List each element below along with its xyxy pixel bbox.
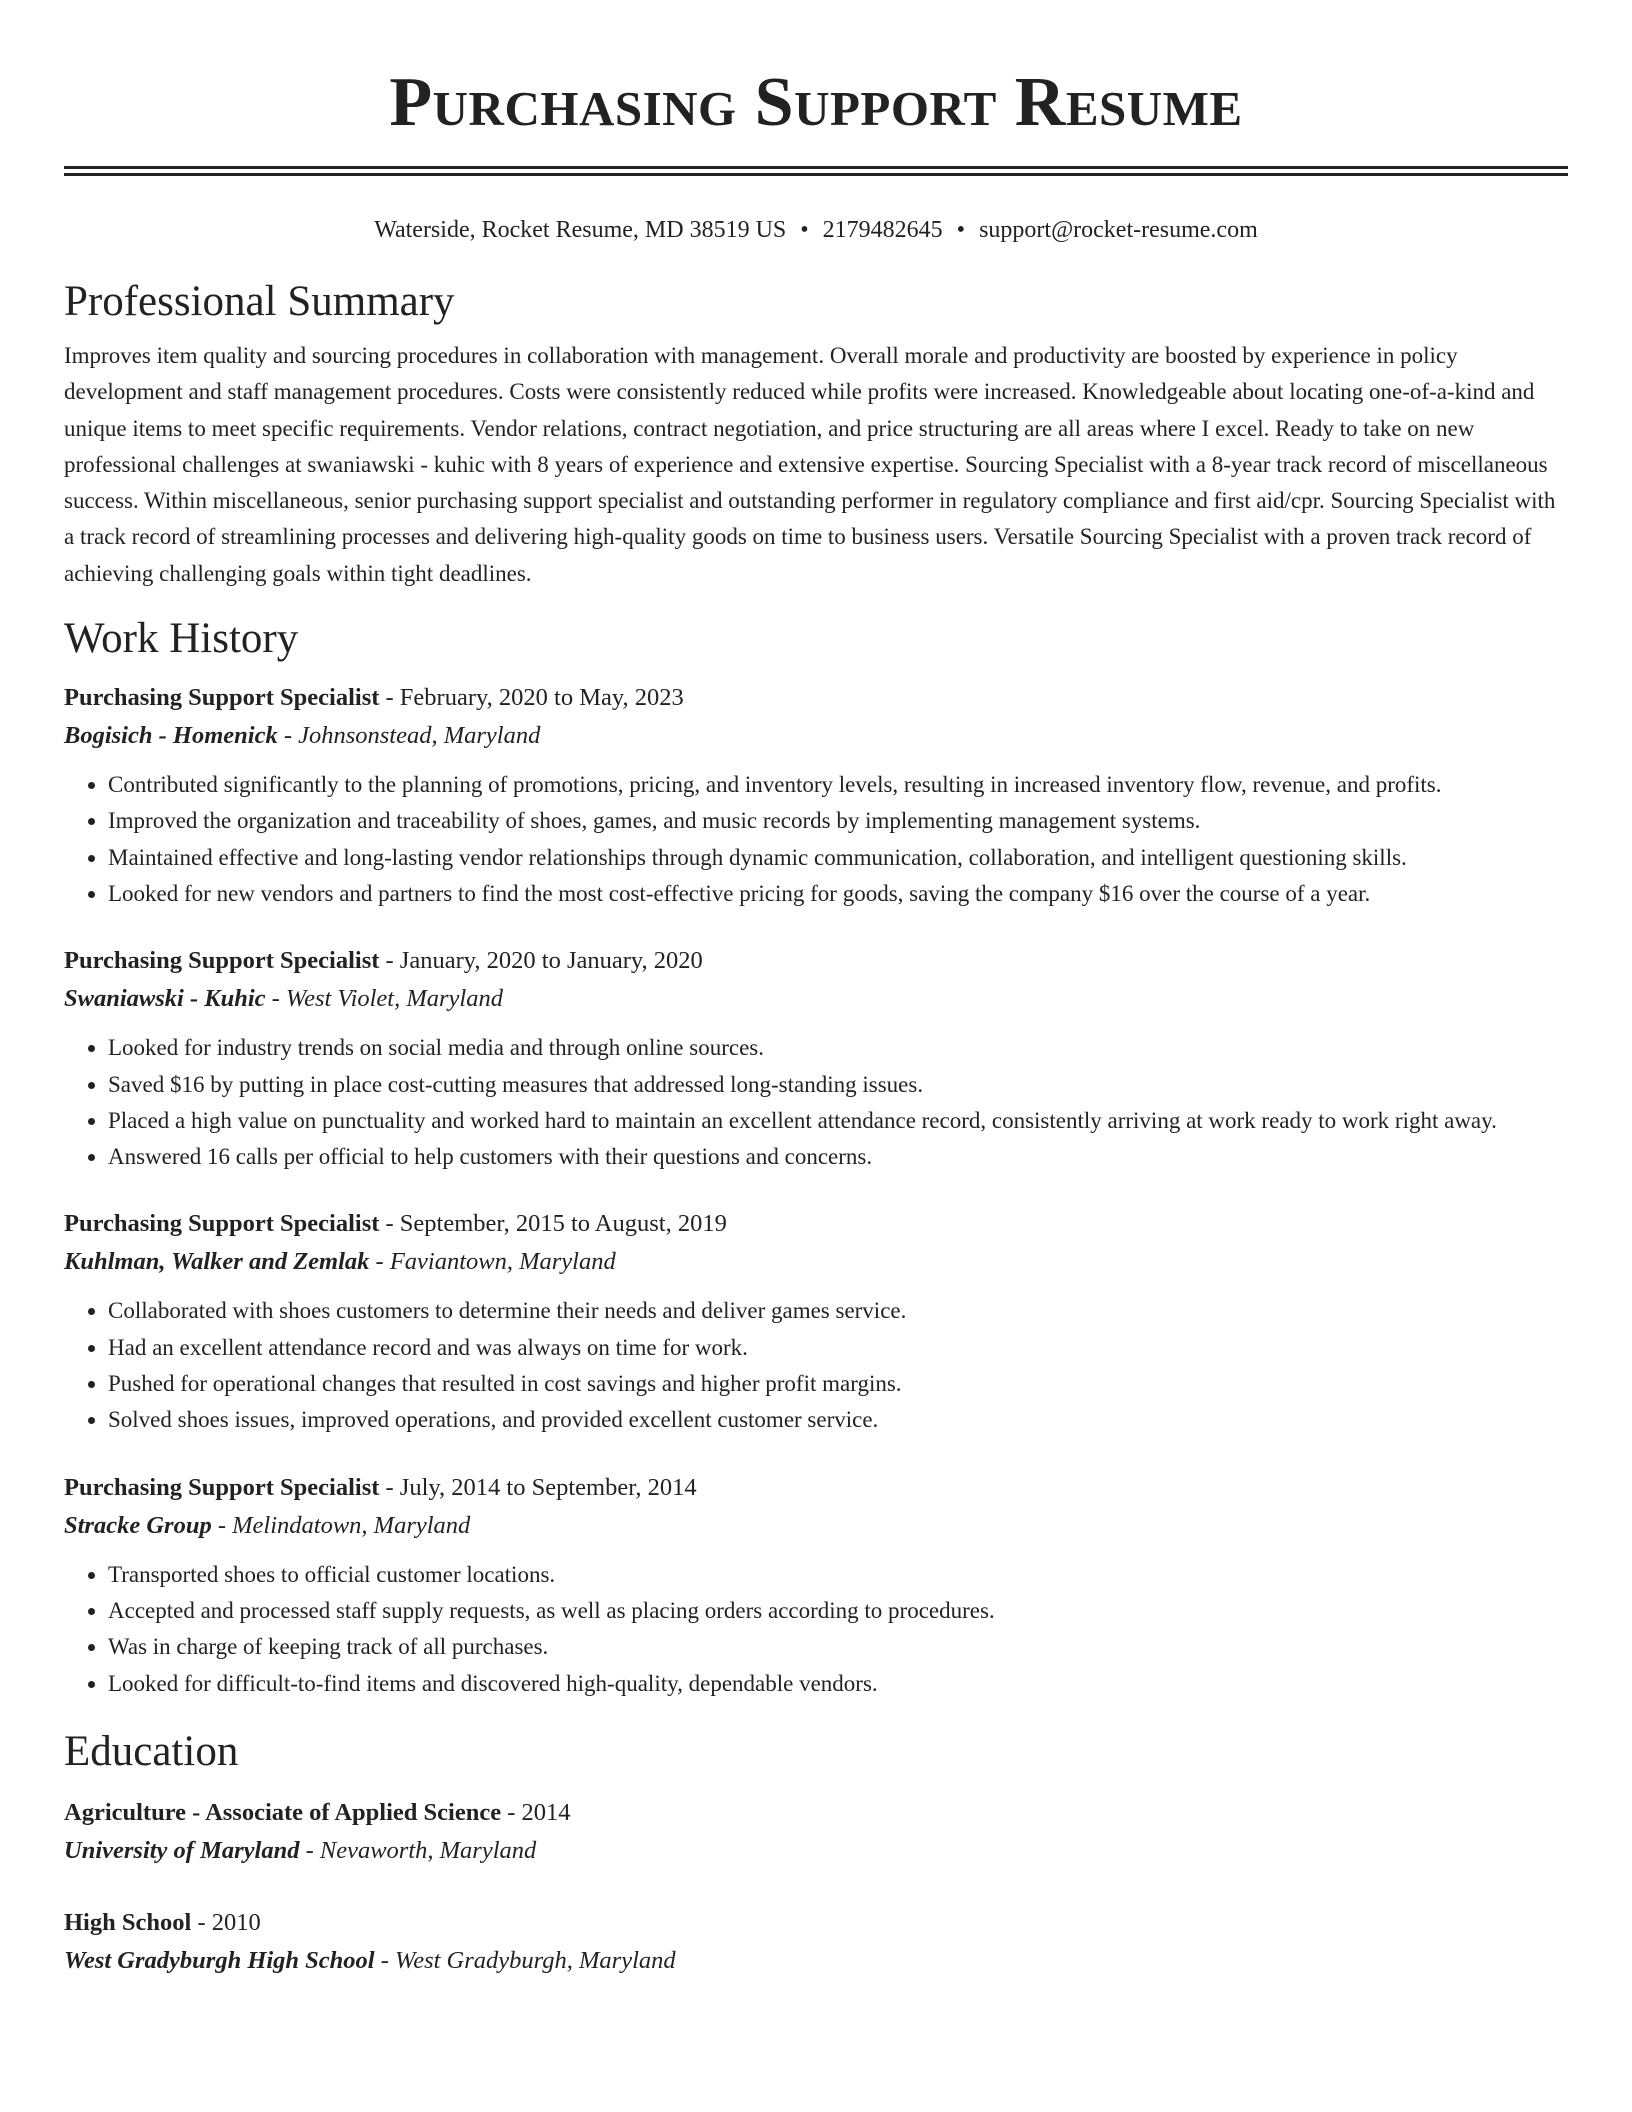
job-entry: [64, 1205, 1568, 1438]
job-bullets: [64, 1557, 1568, 1702]
employer-line: [64, 980, 1568, 1018]
job-title-line: [64, 1469, 1568, 1507]
employer-name: Stracke Group: [64, 1511, 212, 1539]
job-entry: [64, 1469, 1568, 1702]
job-bullet: • Was in charge of keeping track of all purchases.: [108, 1629, 1568, 1665]
contact-address: Waterside, Rocket Resume, MD 38519 US: [374, 217, 787, 243]
employer-name: Swaniawski - Kuhic: [64, 985, 266, 1013]
job-bullet: • Improved the organization and traceability of shoes, games, and music records by implementing management systems.: [108, 803, 1568, 839]
job-title: Purchasing Support Specialist: [64, 684, 380, 712]
education-heading: Education: [64, 1727, 239, 1775]
contact-phone: 2179482645: [822, 217, 943, 243]
job-bullet: • Collaborated with shoes customers to determine their needs and deliver games service.: [108, 1293, 1568, 1329]
job-bullets: [64, 767, 1568, 912]
school-line: [64, 1832, 1568, 1870]
job-entry: [64, 942, 1568, 1175]
school-line: [64, 1942, 1568, 1980]
job-bullet: • Maintained effective and long-lasting vendor relationships through dynamic communication, collaboration, and intelligent questioning skills.: [108, 840, 1568, 876]
work-history-heading: Work History: [64, 615, 299, 663]
school-name: University of Maryland: [64, 1836, 300, 1864]
job-bullet: • Answered 16 calls per official to help customers with their questions and concerns.: [108, 1139, 1568, 1175]
school-location: - West Gradyburgh, Maryland: [374, 1946, 676, 1974]
degree-name: High School: [64, 1908, 192, 1936]
contact-separator: •: [956, 217, 966, 243]
employer-location: - West Violet, Maryland: [265, 985, 503, 1013]
job-title: Purchasing Support Specialist: [64, 1210, 380, 1238]
employer-location: - Johnsonstead, Maryland: [277, 722, 541, 750]
job-title: Purchasing Support Specialist: [64, 947, 380, 975]
job-bullet: • Placed a high value on punctuality and worked hard to maintain an excellent attendance record, consistently arriving at work ready to work right away.: [108, 1103, 1568, 1139]
degree-name: Agriculture - Associate of Applied Science: [64, 1798, 502, 1826]
job-bullet: • Saved $16 by putting in place cost-cutting measures that addressed long-standing issues.: [108, 1067, 1568, 1103]
job-dates: - January, 2020 to January, 2020: [379, 947, 703, 975]
resume-title: Purchasing Support Resume: [389, 64, 1243, 141]
school-name: West Gradyburgh High School: [64, 1946, 375, 1974]
job-bullet: • Transported shoes to official customer locations.: [108, 1557, 1568, 1593]
degree-line: [64, 1794, 1568, 1832]
employer-location: - Melindatown, Maryland: [211, 1511, 471, 1539]
education-entry: [64, 1794, 1568, 1870]
degree-year: - 2014: [501, 1798, 571, 1826]
employer-location: - Faviantown, Maryland: [369, 1248, 616, 1276]
employer-line: [64, 717, 1568, 755]
contact-line: [64, 214, 1568, 246]
education-entry: [64, 1904, 1568, 1980]
job-title: Purchasing Support Specialist: [64, 1473, 380, 1501]
contact-separator: •: [800, 217, 809, 243]
job-bullet: • Pushed for operational changes that resulted in cost savings and higher profit margins.: [108, 1366, 1568, 1402]
job-bullet: • Solved shoes issues, improved operations, and provided excellent customer service.: [108, 1402, 1568, 1438]
employer-name: Kuhlman, Walker and Zemlak: [64, 1248, 370, 1276]
job-dates: - February, 2020 to May, 2023: [379, 684, 684, 712]
job-bullet: • Looked for new vendors and partners to find the most cost-effective pricing for goods, saving the company $16 over the course of a year.: [108, 876, 1568, 912]
job-bullet: • Contributed significantly to the planning of promotions, pricing, and inventory levels, resulting in increased inventory flow, revenue, and profits.: [108, 767, 1568, 803]
degree-year: - 2010: [191, 1908, 261, 1936]
school-location: - Nevaworth, Maryland: [299, 1836, 537, 1864]
job-bullet: • Looked for industry trends on social media and through online sources.: [108, 1030, 1568, 1066]
title-divider: [64, 166, 1568, 176]
job-bullet: • Had an excellent attendance record and was always on time for work.: [108, 1330, 1568, 1366]
summary-text: Improves item quality and sourcing procedures in collaboration with management. Overall morale and productivity are boosted by experience in policy development and staff management procedures. Costs were consistently reduced while profits were increased. Knowledgeable about locating one-of-a-kind and unique items to meet specific requirements. Vendor relations, contract negotiation, and price structuring are all areas where I excel. Ready to take on new professional challenges at swaniawski - kuhic with 8 years of experience and extensive expertise. Sourcing Specialist with a 8-year track record of miscellaneous success. Within miscellaneous, senior purchasing support specialist and outstanding performer in regulatory compliance and first aid/cpr. Sourcing Specialist with a track record of streamlining processes and delivering high-quality goods on time to business users. Versatile Sourcing Specialist with a proven track record of achieving challenging goals within tight deadlines.: [64, 343, 1556, 586]
job-bullets: [64, 1030, 1568, 1175]
job-bullet: • Accepted and processed staff supply requests, as well as placing orders according to procedures.: [108, 1593, 1568, 1629]
job-title-line: [64, 679, 1568, 717]
job-bullets: [64, 1293, 1568, 1438]
degree-line: [64, 1904, 1568, 1942]
job-title-line: [64, 942, 1568, 980]
contact-email[interactable]: support@rocket-resume.com: [979, 217, 1258, 243]
job-bullet: • Looked for difficult-to-find items and discovered high-quality, dependable vendors.: [108, 1666, 1568, 1702]
employer-line: [64, 1243, 1568, 1281]
job-title-line: [64, 1205, 1568, 1243]
job-entry: [64, 679, 1568, 912]
employer-line: [64, 1507, 1568, 1545]
summary-heading: Professional Summary: [64, 278, 455, 325]
job-dates: - September, 2015 to August, 2019: [379, 1210, 727, 1238]
employer-name: Bogisich - Homenick: [64, 722, 278, 750]
job-dates: - July, 2014 to September, 2014: [379, 1473, 697, 1501]
